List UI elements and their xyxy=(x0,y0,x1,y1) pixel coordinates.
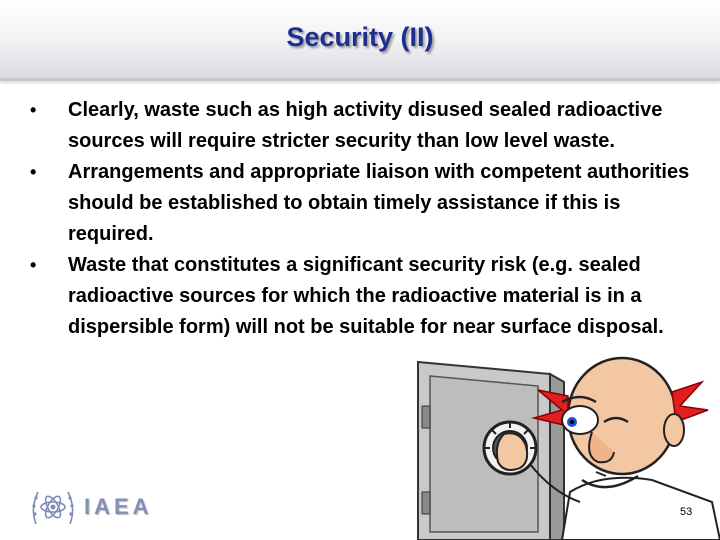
bullet-item xyxy=(28,95,698,157)
slide-header xyxy=(0,0,720,81)
safe-with-man-illustration xyxy=(412,352,720,540)
bullet-text: Clearly, waste such as high activity disused sealed radioactive sources will require stricter security than low level waste. xyxy=(68,99,663,152)
bullet-text: Arrangements and appropriate liaison with competent authorities should be established to obtain timely assistance if this is required. xyxy=(68,161,690,245)
bullet-text: Waste that constitutes a significant security risk (e.g. sealed radioactive sources for which the radioactive material is in a dispersible form) will not be suitable for near surface disposal. xyxy=(68,254,664,338)
bullet-dot-icon: • xyxy=(30,162,37,182)
bullet-dot-icon: • xyxy=(30,255,37,275)
iaea-emblem-icon xyxy=(28,484,78,530)
slide-title: Security (II) xyxy=(286,22,434,52)
bullet-list xyxy=(28,95,698,343)
bullet-item xyxy=(28,250,698,343)
iaea-logo-text: IAEA xyxy=(84,494,153,519)
page-number: 53 xyxy=(680,506,693,518)
bullet-item xyxy=(28,157,698,250)
bullet-dot-icon: • xyxy=(30,100,37,120)
iaea-logo xyxy=(28,484,158,530)
safe-icon xyxy=(418,362,564,540)
